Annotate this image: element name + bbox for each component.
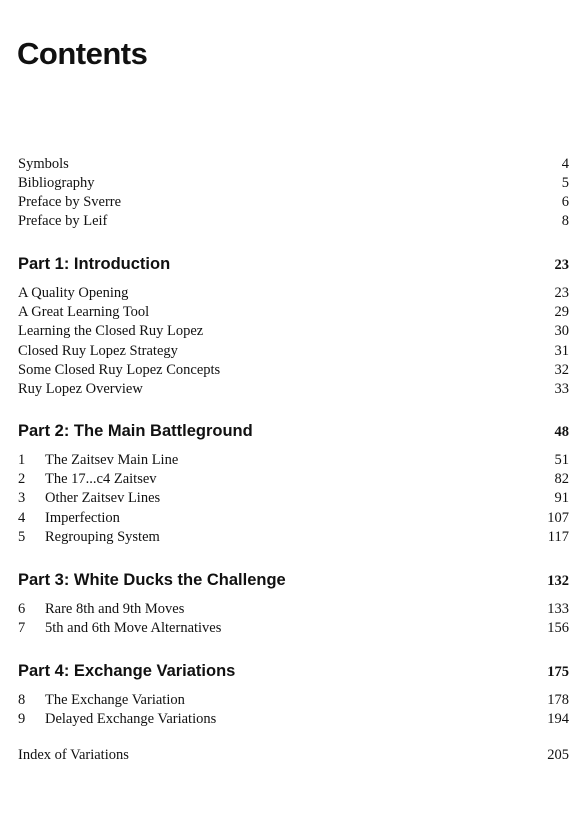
- part-title: Part 1: Introduction: [18, 255, 171, 273]
- toc-entry-page: 32: [554, 362, 569, 378]
- toc-entry: [18, 155, 569, 174]
- toc-entry: [18, 691, 569, 710]
- part-heading: [18, 252, 569, 276]
- toc-entry-page: 117: [547, 529, 569, 545]
- toc-entry: [18, 451, 569, 470]
- toc-entry-label: A Great Learning Tool: [18, 304, 150, 320]
- toc-entry-page: 5: [561, 175, 569, 191]
- chapter-number: 5: [18, 529, 26, 545]
- part-page: 48: [554, 424, 569, 440]
- toc-entry-page: 33: [554, 381, 569, 397]
- toc-entry-label: Other Zaitsev Lines: [45, 490, 161, 506]
- chapter-number: 1: [18, 452, 26, 468]
- toc-entry-page: 23: [554, 285, 569, 301]
- toc-entry: [18, 509, 569, 528]
- part-page: 132: [547, 573, 569, 589]
- toc-entry-label: Preface by Leif: [18, 213, 108, 229]
- chapter-number: 3: [18, 490, 26, 506]
- toc-entry-label: Bibliography: [18, 175, 95, 191]
- toc-entry-label: Regrouping System: [45, 529, 160, 545]
- toc-entry: [18, 710, 569, 729]
- toc-entry-page: 30: [554, 323, 569, 339]
- toc-entry-page: 194: [547, 711, 569, 727]
- toc-entry-label: Some Closed Ruy Lopez Concepts: [18, 362, 221, 378]
- toc-entry-label: Delayed Exchange Variations: [45, 711, 217, 727]
- part-heading: [18, 419, 569, 443]
- toc-entry-label: A Quality Opening: [18, 285, 129, 301]
- toc-entry: [18, 619, 569, 638]
- part-page: 175: [547, 664, 569, 680]
- chapter-number: 4: [18, 510, 26, 526]
- toc-entry: [18, 212, 569, 231]
- part-title: Part 2: The Main Battleground: [18, 422, 253, 440]
- toc-entry: [18, 193, 569, 212]
- toc-entry: [18, 489, 569, 508]
- toc-entry-label: The Exchange Variation: [45, 692, 185, 708]
- toc-entry-page: 178: [547, 692, 569, 708]
- toc-entry-page: 8: [561, 213, 569, 229]
- toc-entry: [18, 746, 569, 765]
- toc-entry-page: 51: [554, 452, 569, 468]
- part-title: Part 3: White Ducks the Challenge: [18, 571, 286, 589]
- toc-entry: [18, 380, 569, 399]
- toc-entry-page: 29: [554, 304, 569, 320]
- toc-entry-page: 133: [547, 601, 569, 617]
- toc-entry: [18, 322, 569, 341]
- part-heading: [18, 659, 569, 683]
- toc-entry: [18, 342, 569, 361]
- chapter-number: 6: [18, 601, 26, 617]
- toc-entry-label: The 17...c4 Zaitsev: [45, 471, 157, 487]
- page-title: Contents: [17, 36, 148, 71]
- toc-entry: [18, 470, 569, 489]
- toc-entry-label: Symbols: [18, 156, 69, 172]
- toc-entry-label: Closed Ruy Lopez Strategy: [18, 343, 178, 359]
- toc-entry-page: 205: [547, 747, 569, 763]
- toc-entry-label: Preface by Sverre: [18, 194, 122, 210]
- toc-entry: [18, 303, 569, 322]
- chapter-number: 7: [18, 620, 26, 636]
- part-heading: [18, 568, 569, 592]
- toc-entry-label: Ruy Lopez Overview: [18, 381, 143, 397]
- toc-entry: [18, 600, 569, 619]
- part-title: Part 4: Exchange Variations: [18, 662, 236, 680]
- toc-entry-page: 156: [547, 620, 569, 636]
- toc-entry-label: Rare 8th and 9th Moves: [45, 601, 185, 617]
- toc-entry: [18, 361, 569, 380]
- toc-entry-page: 91: [554, 490, 569, 506]
- toc-entry-page: 31: [554, 343, 569, 359]
- toc-entry-page: 82: [554, 471, 569, 487]
- toc-entry-label: Imperfection: [45, 510, 120, 526]
- toc-entry-label: Index of Variations: [18, 747, 129, 763]
- toc-entry: [18, 174, 569, 193]
- toc-entry: [18, 284, 569, 303]
- chapter-number: 2: [18, 471, 26, 487]
- toc-entry-page: 107: [547, 510, 569, 526]
- toc-entry-label: Learning the Closed Ruy Lopez: [18, 323, 204, 339]
- toc-entry-page: 4: [561, 156, 569, 172]
- toc-entry-label: 5th and 6th Move Alternatives: [45, 620, 222, 636]
- toc-entry: [18, 528, 569, 547]
- chapter-number: 9: [18, 711, 26, 727]
- part-page: 23: [554, 257, 569, 273]
- toc-entry-label: The Zaitsev Main Line: [45, 452, 179, 468]
- chapter-number: 8: [18, 692, 26, 708]
- toc-entry-page: 6: [561, 194, 569, 210]
